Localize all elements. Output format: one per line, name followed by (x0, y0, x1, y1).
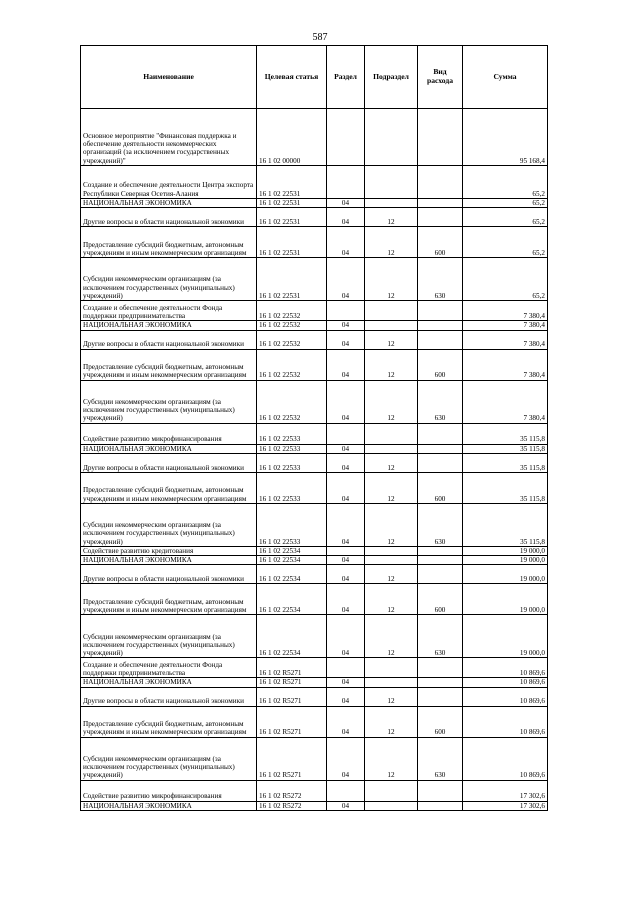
cell-name: Предоставление субсидий бюджетным, автономным учреждениям и иным некоммерческим организациям (81, 349, 257, 380)
cell-name: Содействие развитию микрофинансирования (81, 423, 257, 444)
cell-name: НАЦИОНАЛЬНАЯ ЭКОНОМИКА (81, 678, 257, 687)
cell-name: Предоставление субсидий бюджетным, автономным учреждениям и иным некоммерческим организациям (81, 472, 257, 503)
cell-section (327, 546, 365, 555)
cell-kind (418, 678, 463, 687)
cell-code: 16 1 02 22534 (257, 565, 327, 584)
cell-kind (418, 801, 463, 810)
cell-subsection: 12 (365, 615, 418, 658)
header-name: Наименование (81, 46, 257, 109)
cell-subsection: 12 (365, 330, 418, 349)
cell-name: Другие вопросы в области национальной экономики (81, 208, 257, 227)
header-subsection: Подраздел (365, 46, 418, 109)
budget-table (80, 45, 548, 811)
header-row (81, 46, 548, 109)
cell-sum: 65,2 (463, 166, 548, 199)
cell-section: 04 (327, 678, 365, 687)
cell-name: Создание и обеспечение деятельности Центра экспорта Республики Северная Осетия-Алания (81, 166, 257, 199)
cell-kind: 600 (418, 706, 463, 737)
cell-sum: 7 380,4 (463, 380, 548, 423)
table-row (81, 556, 548, 565)
cell-section: 04 (327, 615, 365, 658)
cell-sum: 7 380,4 (463, 301, 548, 321)
cell-kind (418, 166, 463, 199)
cell-subsection (365, 321, 418, 330)
cell-subsection: 12 (365, 227, 418, 258)
cell-section: 04 (327, 556, 365, 565)
cell-sum: 35 115,8 (463, 423, 548, 444)
cell-sum: 19 000,0 (463, 584, 548, 615)
cell-name: Другие вопросы в области национальной экономики (81, 453, 257, 472)
table-row (81, 678, 548, 687)
table-row (81, 546, 548, 555)
cell-code: 16 1 02 22532 (257, 321, 327, 330)
table-row (81, 301, 548, 321)
cell-code: 16 1 02 22531 (257, 227, 327, 258)
cell-code: 16 1 02 22532 (257, 349, 327, 380)
cell-section (327, 780, 365, 801)
cell-section (327, 166, 365, 199)
cell-name: Другие вопросы в области национальной экономики (81, 330, 257, 349)
cell-kind: 630 (418, 615, 463, 658)
cell-subsection (365, 556, 418, 565)
cell-name: Создание и обеспечение деятельности Фонда поддержки предпринимательства (81, 658, 257, 678)
cell-name: Субсидии некоммерческим организациям (за исключением государственных (муниципальных) учреждений) (81, 258, 257, 301)
table-row (81, 780, 548, 801)
cell-code: 16 1 02 R5272 (257, 780, 327, 801)
cell-subsection: 12 (365, 687, 418, 706)
cell-code: 16 1 02 R5272 (257, 801, 327, 810)
cell-name: Другие вопросы в области национальной экономики (81, 687, 257, 706)
cell-code: 16 1 02 22533 (257, 444, 327, 453)
cell-code: 16 1 02 22531 (257, 199, 327, 208)
cell-sum: 7 380,4 (463, 321, 548, 330)
cell-subsection: 12 (365, 584, 418, 615)
cell-sum: 65,2 (463, 258, 548, 301)
cell-code: 16 1 02 22533 (257, 453, 327, 472)
header-sum: Сумма (463, 46, 548, 109)
cell-name: Основное мероприятие "Финансовая поддержка и обеспечение деятельности некоммерческих организаций (за исключением государственных учреждений)" (81, 109, 257, 166)
cell-section: 04 (327, 503, 365, 546)
cell-kind (418, 453, 463, 472)
cell-subsection: 12 (365, 706, 418, 737)
cell-subsection: 12 (365, 258, 418, 301)
cell-section (327, 109, 365, 166)
cell-subsection (365, 801, 418, 810)
table-row (81, 444, 548, 453)
table-row (81, 565, 548, 584)
cell-code: 16 1 02 22534 (257, 556, 327, 565)
cell-section: 04 (327, 444, 365, 453)
cell-sum: 10 869,6 (463, 737, 548, 780)
cell-code: 16 1 02 22531 (257, 258, 327, 301)
cell-section: 04 (327, 330, 365, 349)
cell-section: 04 (327, 565, 365, 584)
cell-name: НАЦИОНАЛЬНАЯ ЭКОНОМИКА (81, 444, 257, 453)
cell-code: 16 1 02 R5271 (257, 737, 327, 780)
cell-kind (418, 199, 463, 208)
cell-sum: 17 302,6 (463, 780, 548, 801)
cell-subsection (365, 658, 418, 678)
cell-code: 16 1 02 22532 (257, 330, 327, 349)
cell-kind: 630 (418, 737, 463, 780)
cell-kind: 600 (418, 227, 463, 258)
cell-code: 16 1 02 22531 (257, 166, 327, 199)
cell-subsection (365, 780, 418, 801)
cell-subsection: 12 (365, 453, 418, 472)
table-row (81, 166, 548, 199)
table-row (81, 208, 548, 227)
cell-sum: 7 380,4 (463, 349, 548, 380)
cell-name: Содействие развитию микрофинансирования (81, 780, 257, 801)
cell-sum: 19 000,0 (463, 615, 548, 658)
table-row (81, 227, 548, 258)
cell-name: Другие вопросы в области национальной экономики (81, 565, 257, 584)
cell-section: 04 (327, 706, 365, 737)
header-code: Целевая статья (257, 46, 327, 109)
cell-kind: 630 (418, 380, 463, 423)
table-body (81, 109, 548, 811)
cell-subsection: 12 (365, 208, 418, 227)
cell-sum: 65,2 (463, 227, 548, 258)
cell-kind (418, 423, 463, 444)
cell-section (327, 301, 365, 321)
cell-section: 04 (327, 258, 365, 301)
cell-kind (418, 687, 463, 706)
cell-subsection (365, 423, 418, 444)
cell-code: 16 1 02 22534 (257, 546, 327, 555)
cell-name: Субсидии некоммерческим организациям (за исключением государственных (муниципальных) учреждений) (81, 380, 257, 423)
cell-code: 16 1 02 R5271 (257, 658, 327, 678)
cell-name: Предоставление субсидий бюджетным, автономным учреждениям и иным некоммерческим организациям (81, 584, 257, 615)
cell-sum: 35 115,8 (463, 503, 548, 546)
cell-subsection: 12 (365, 380, 418, 423)
cell-code: 16 1 02 22531 (257, 208, 327, 227)
table-row (81, 330, 548, 349)
table-row (81, 349, 548, 380)
cell-subsection (365, 166, 418, 199)
table-row (81, 706, 548, 737)
cell-kind (418, 330, 463, 349)
cell-name: НАЦИОНАЛЬНАЯ ЭКОНОМИКА (81, 556, 257, 565)
cell-kind (418, 444, 463, 453)
cell-section: 04 (327, 349, 365, 380)
cell-code: 16 1 02 22532 (257, 380, 327, 423)
cell-subsection: 12 (365, 565, 418, 584)
cell-code: 16 1 02 22533 (257, 503, 327, 546)
cell-section: 04 (327, 453, 365, 472)
cell-sum: 95 168,4 (463, 109, 548, 166)
table-row (81, 801, 548, 810)
cell-section: 04 (327, 687, 365, 706)
cell-subsection: 12 (365, 503, 418, 546)
cell-code: 16 1 02 22533 (257, 472, 327, 503)
cell-subsection (365, 546, 418, 555)
cell-kind (418, 546, 463, 555)
cell-kind (418, 208, 463, 227)
cell-kind (418, 301, 463, 321)
cell-code: 16 1 02 R5271 (257, 706, 327, 737)
cell-section: 04 (327, 472, 365, 503)
cell-kind: 600 (418, 472, 463, 503)
cell-sum: 35 115,8 (463, 444, 548, 453)
cell-section: 04 (327, 227, 365, 258)
cell-subsection (365, 301, 418, 321)
cell-section (327, 658, 365, 678)
cell-sum: 65,2 (463, 208, 548, 227)
cell-subsection (365, 109, 418, 166)
page-number: 587 (312, 32, 328, 43)
cell-kind (418, 780, 463, 801)
cell-sum: 19 000,0 (463, 546, 548, 555)
cell-kind: 600 (418, 584, 463, 615)
table-row (81, 503, 548, 546)
cell-subsection: 12 (365, 472, 418, 503)
cell-name: Субсидии некоммерческим организациям (за исключением государственных (муниципальных) учреждений) (81, 615, 257, 658)
table-row (81, 615, 548, 658)
cell-name: Предоставление субсидий бюджетным, автономным учреждениям и иным некоммерческим организациям (81, 706, 257, 737)
cell-section: 04 (327, 208, 365, 227)
cell-kind: 600 (418, 349, 463, 380)
cell-sum: 17 302,6 (463, 801, 548, 810)
cell-name: Содействие развитию кредитования (81, 546, 257, 555)
table-row (81, 453, 548, 472)
table-row (81, 584, 548, 615)
cell-sum: 35 115,8 (463, 453, 548, 472)
cell-sum: 7 380,4 (463, 330, 548, 349)
cell-name: НАЦИОНАЛЬНАЯ ЭКОНОМИКА (81, 199, 257, 208)
table-row (81, 321, 548, 330)
cell-subsection (365, 199, 418, 208)
cell-sum: 10 869,6 (463, 658, 548, 678)
cell-section: 04 (327, 380, 365, 423)
cell-code: 16 1 02 22532 (257, 301, 327, 321)
cell-code: 16 1 02 00000 (257, 109, 327, 166)
cell-section: 04 (327, 737, 365, 780)
cell-sum: 65,2 (463, 199, 548, 208)
cell-subsection: 12 (365, 737, 418, 780)
table-header (81, 46, 548, 109)
cell-section: 04 (327, 801, 365, 810)
table-row (81, 380, 548, 423)
table-row (81, 737, 548, 780)
cell-code: 16 1 02 22534 (257, 615, 327, 658)
cell-subsection (365, 444, 418, 453)
cell-kind (418, 658, 463, 678)
cell-sum: 19 000,0 (463, 556, 548, 565)
cell-sum: 35 115,8 (463, 472, 548, 503)
table-row (81, 199, 548, 208)
table-row (81, 109, 548, 166)
cell-code: 16 1 02 22534 (257, 584, 327, 615)
cell-kind (418, 556, 463, 565)
header-section: Раздел (327, 46, 365, 109)
cell-kind (418, 565, 463, 584)
cell-section: 04 (327, 199, 365, 208)
cell-kind (418, 321, 463, 330)
cell-subsection (365, 678, 418, 687)
cell-name: Предоставление субсидий бюджетным, автономным учреждениям и иным некоммерческим организациям (81, 227, 257, 258)
cell-name: НАЦИОНАЛЬНАЯ ЭКОНОМИКА (81, 801, 257, 810)
cell-name: Создание и обеспечение деятельности Фонда поддержки предпринимательства (81, 301, 257, 321)
cell-kind: 630 (418, 503, 463, 546)
cell-section: 04 (327, 584, 365, 615)
cell-name: Субсидии некоммерческим организациям (за исключением государственных (муниципальных) учреждений) (81, 503, 257, 546)
cell-sum: 10 869,6 (463, 678, 548, 687)
table-row (81, 423, 548, 444)
cell-sum: 19 000,0 (463, 565, 548, 584)
cell-kind: 630 (418, 258, 463, 301)
cell-subsection: 12 (365, 349, 418, 380)
cell-name: НАЦИОНАЛЬНАЯ ЭКОНОМИКА (81, 321, 257, 330)
cell-sum: 10 869,6 (463, 706, 548, 737)
cell-name: Субсидии некоммерческим организациям (за исключением государственных (муниципальных) учреждений) (81, 737, 257, 780)
table-row (81, 658, 548, 678)
table-row (81, 472, 548, 503)
header-kind: Вид расхода (418, 46, 463, 109)
cell-sum: 10 869,6 (463, 687, 548, 706)
cell-section: 04 (327, 321, 365, 330)
cell-code: 16 1 02 R5271 (257, 678, 327, 687)
cell-kind (418, 109, 463, 166)
cell-code: 16 1 02 R5271 (257, 687, 327, 706)
cell-code: 16 1 02 22533 (257, 423, 327, 444)
table-row (81, 687, 548, 706)
cell-section (327, 423, 365, 444)
table-row (81, 258, 548, 301)
